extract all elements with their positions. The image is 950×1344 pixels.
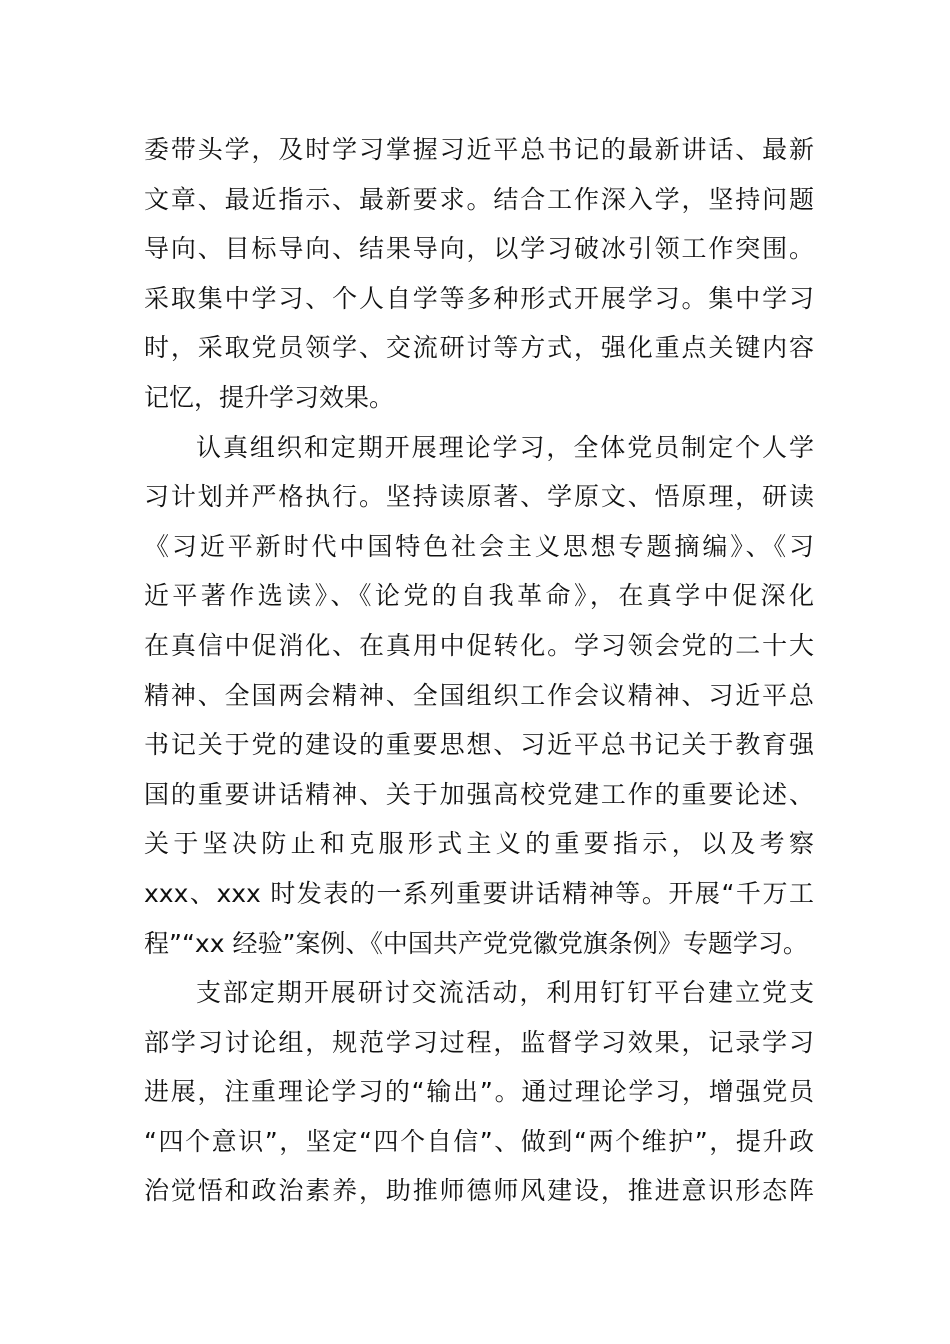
text-line: 文章、最近指示、最新要求。结合工作深入学，坚持问题 (144, 184, 814, 214)
paragraph-3 (144, 968, 814, 1216)
text-line: 近平著作选读》、《论党的自我革命》，在真学中促深化 (144, 581, 814, 611)
text-line: 书记关于党的建设的重要思想、习近平总书记关于教育强 (144, 730, 814, 760)
text-line: 支部定期开展研讨交流活动，利用钉钉平台建立党支 (196, 978, 814, 1008)
text-line: xxx、xxx 时发表的一系列重要讲话精神等。开展“千万工 (144, 878, 814, 908)
text-line: 关于坚决防止和克服形式主义的重要指示，以及考察 (144, 829, 814, 859)
text-line: 部学习讨论组，规范学习过程，监督学习效果，记录学习 (144, 1027, 814, 1057)
text-line: 导向、目标导向、结果导向，以学习破冰引领工作突围。 (144, 234, 814, 264)
text-line: 进展，注重理论学习的“输出”。通过理论学习，增强党员 (144, 1077, 814, 1107)
document-body (144, 125, 814, 1216)
text-line: 治觉悟和政治素养，助推师德师风建设，推进意识形态阵 (144, 1176, 814, 1206)
text-line: 在真信中促消化、在真用中促转化。学习领会党的二十大 (144, 630, 814, 660)
text-line: 记忆，提升学习效果。 (144, 382, 395, 412)
text-line: 采取集中学习、个人自学等多种形式开展学习。集中学习 (144, 283, 814, 313)
paragraph-2 (144, 423, 814, 969)
text-line: 认真组织和定期开展理论学习，全体党员制定个人学 (196, 432, 814, 462)
paragraph-1 (144, 125, 814, 423)
text-line: 《习近平新时代中国特色社会主义思想专题摘编》、《习 (144, 531, 814, 561)
text-line: 时，采取党员领学、交流研讨等方式，强化重点关键内容 (144, 333, 814, 363)
text-line: 程”“xx 经验”案例、《中国共产党党徽党旗条例》专题学习。 (144, 928, 808, 958)
text-line: 习计划并严格执行。坚持读原著、学原文、悟原理，研读 (144, 482, 814, 512)
text-line: 委带头学，及时学习掌握习近平总书记的最新讲话、最新 (144, 135, 814, 164)
text-line: “四个意识”，坚定“四个自信”、做到“两个维护”，提升政 (144, 1126, 814, 1156)
text-line: 国的重要讲话精神、关于加强高校党建工作的重要论述、 (144, 779, 814, 809)
text-line: 精神、全国两会精神、全国组织工作会议精神、习近平总 (144, 680, 814, 710)
